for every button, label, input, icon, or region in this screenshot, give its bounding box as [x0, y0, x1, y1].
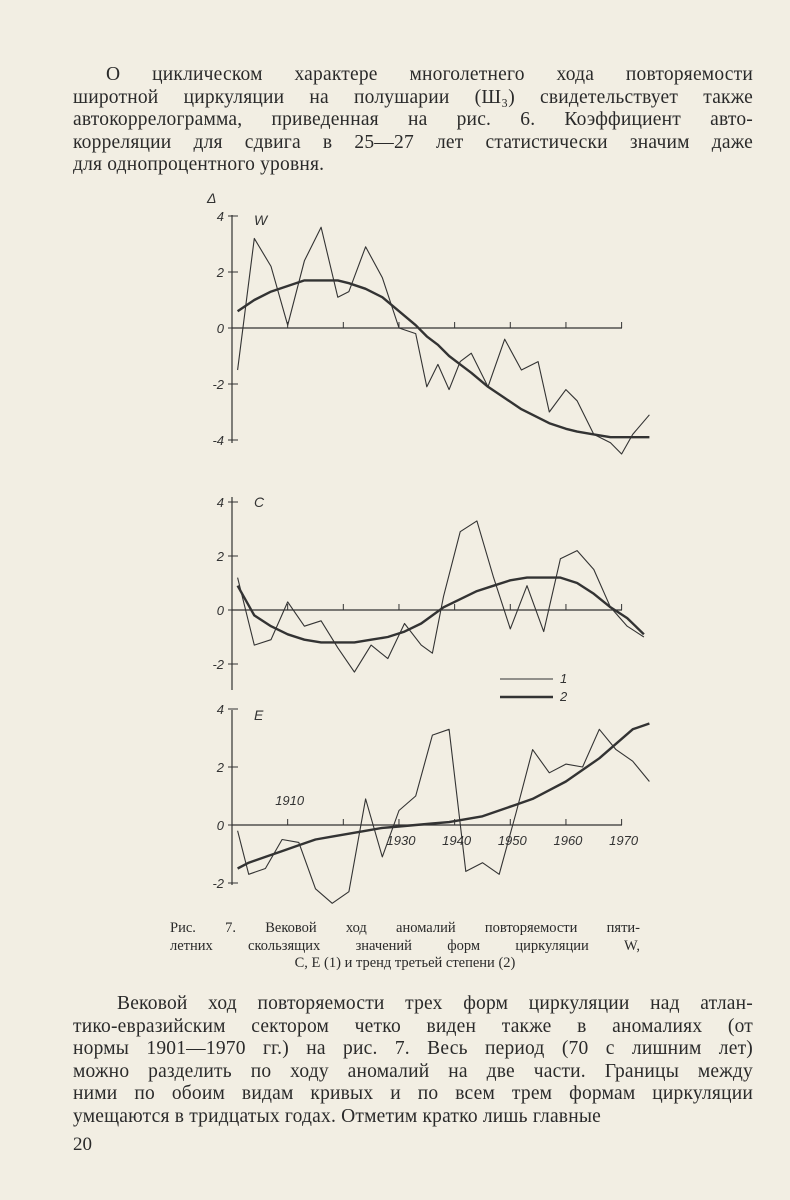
y-axis-symbol: Δ [207, 190, 217, 206]
y-tick-label: -4 [212, 433, 224, 448]
panel-title: E [254, 707, 264, 723]
paragraph-line: нормы 1901—1970 гг.) на рис. 7. Весь период (70 с лишним лет) [73, 1038, 753, 1059]
series-line-2 [238, 280, 650, 437]
x-tick-label: 1910 [275, 793, 305, 808]
series-line-1 [238, 227, 650, 454]
y-tick-label: -2 [212, 377, 224, 392]
paragraph-line: ними по обоим видам кривых и по всем трем формам циркуляции [73, 1083, 753, 1104]
caption-line: Рис. 7. Вековой ход аномалий повторяемости пяти- [170, 920, 640, 936]
y-tick-label: 2 [216, 265, 224, 280]
caption-line: С, Е (1) и тренд третьей степени (2) [294, 955, 516, 971]
figure-7-chart [190, 185, 660, 905]
y-tick-label: 4 [216, 702, 224, 717]
paragraph-line: корреляции для сдвига в 25—27 лет статистически значим даже [73, 131, 753, 153]
paragraph-line: можно разделить по ходу аномалий на две части. Границы между [73, 1060, 753, 1082]
panel-title: C [254, 494, 265, 510]
paragraph-line: Вековой ход повторяемости трех форм циркуляции над атлан- [117, 993, 753, 1014]
y-tick-label: 2 [216, 549, 224, 564]
y-tick-label: 2 [216, 760, 224, 775]
y-tick-label: 4 [216, 209, 224, 224]
y-tick-label: -2 [212, 657, 224, 672]
paragraph-line: тико-евразийским сектором четко виден также в аномалиях (от [73, 1015, 753, 1037]
paragraph-1 [73, 64, 753, 177]
chart-legend [500, 671, 568, 704]
paragraph-line: умещаются в тридцатых годах. Отметим кратко лишь главные [73, 1105, 602, 1127]
y-tick-label: 0 [216, 818, 224, 833]
series-line-1 [238, 521, 644, 672]
panel-title: W [254, 212, 268, 228]
y-tick-label: 4 [216, 495, 224, 510]
legend-label-2: 2 [560, 689, 568, 704]
y-tick-label: 0 [216, 321, 224, 336]
y-tick-label: -2 [212, 876, 224, 891]
caption-line: летних скользящих значений форм циркуляции W, [170, 937, 640, 954]
x-tick-label: 1960 [553, 833, 583, 848]
paragraph-line: для однопроцентного уровня. [73, 154, 325, 175]
legend-label-1: 1 [560, 671, 568, 686]
paragraph-line: автокоррелограмма, приведенная на рис. 6. Коэффициент авто- [73, 109, 753, 130]
paragraph-line: широтной циркуляции на полушарии (Ш₃) свидетельствует также [73, 86, 753, 108]
x-tick-label: 1940 [442, 833, 472, 848]
x-tick-label: 1970 [609, 833, 639, 848]
page-number: 20 [73, 1134, 92, 1155]
x-tick-label: 1930 [386, 833, 416, 848]
y-tick-label: 0 [216, 603, 224, 618]
x-tick-label: 1950 [497, 833, 527, 848]
paragraph-line: О циклическом характере многолетнего хода повторяемости [106, 64, 753, 85]
paragraph-2 [73, 993, 753, 1128]
series-line-1 [238, 729, 650, 903]
figure-caption [170, 920, 640, 973]
